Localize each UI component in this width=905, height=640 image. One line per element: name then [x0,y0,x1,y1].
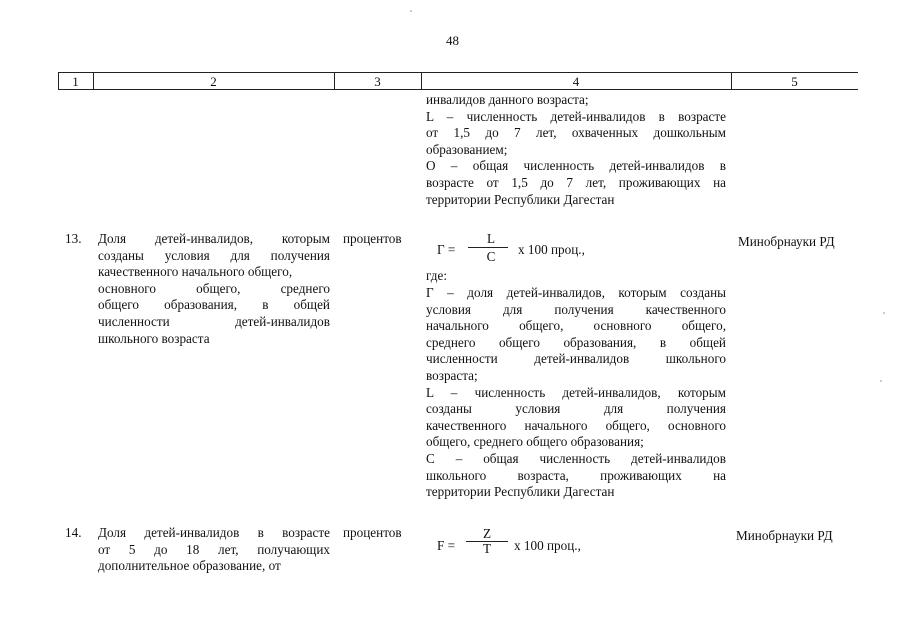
header-col-2: 2 [210,74,217,89]
continuation-line: образованием; [426,141,508,157]
indicator-name-line: дополнительное образование, от [98,558,281,574]
indicator-name-line: качественного начального общего, [98,264,293,280]
scan-speck [883,312,885,314]
row-13-unit: процентов [343,231,402,246]
row-13-formula-rhs: х 100 проц., [518,242,585,257]
row-13-fraction-bar [468,247,508,248]
description-line: условия для получения качественного [426,301,726,317]
description-line: начального общего, основного общего, [426,318,726,334]
description-line: численности детей-инвалидов школьного [426,351,726,367]
row-14-unit: процентов [343,525,402,540]
header-top-line [58,72,858,73]
row-13-number: 13. [65,231,82,246]
header-col-3: 3 [374,74,381,89]
description-line: Г – доля детей-инвалидов, которым созданы [426,285,726,300]
row-13-responsible: Минобрнауки РД [738,234,835,249]
indicator-name-line: от 5 до 18 лет, получающих [98,541,330,557]
row-14-formula-rhs: х 100 проц., [514,538,581,553]
row-14-responsible: Минобрнауки РД [736,528,833,543]
continuation-line: возрасте от 1,5 до 7 лет, проживающих на [426,174,726,190]
indicator-name-line: численности детей-инвалидов [98,313,330,329]
row-14-formula-denominator: T [482,541,492,556]
header-col-1: 1 [72,74,79,89]
row-13-formula-lhs: Г = [437,242,456,257]
description-line: территории Республики Дагестан [426,484,615,500]
indicator-name-line: созданы условия для получения [98,247,330,263]
row-14-formula-lhs: F = [437,538,456,553]
description-line: школьного возраста, проживающих на [426,467,726,483]
continuation-line: территории Республики Дагестан [426,191,615,207]
description-line: качественного начального общего, основного [426,417,726,433]
description-line: созданы условия для получения [426,401,726,417]
continuation-line: инвалидов данного возраста; [426,92,589,107]
row-13-where: где: [426,268,447,283]
description-line: общего, среднего общего образования; [426,434,644,450]
indicator-name-line: общего образования, в общей [98,297,330,313]
row-13-formula-denominator: С [486,249,496,264]
row-14-indicator-name [98,525,330,575]
row-14-formula-numerator: Z [482,526,492,541]
header-col-4: 4 [572,74,580,89]
row-14-number: 14. [65,525,82,540]
indicator-name-line: школьного возраста [98,330,210,346]
description-line: возраста; [426,367,478,383]
indicator-name-line: Доля детей-инвалидов, которым [98,231,330,246]
indicator-name-line: Доля детей-инвалидов в возрасте [98,525,330,540]
scan-speck [410,10,412,12]
row-13-indicator-name [98,231,330,347]
description-line: среднего общего образования, в общей [426,334,726,350]
description-line: С – общая численность детей-инвалидов [426,450,726,466]
description-line: L – численность детей-инвалидов, которым [426,384,726,400]
indicator-name-line: основного общего, среднего [98,280,330,296]
continuation-description [426,92,726,208]
header-col-5: 5 [791,74,798,89]
continuation-line: О – общая численность детей-инвалидов в [426,158,726,174]
scan-speck [880,380,882,382]
continuation-line: от 1,5 до 7 лет, охваченных дошкольным [426,125,726,141]
row-13-formula-numerator: L [486,231,496,246]
continuation-line: L – численность детей-инвалидов в возрасте [426,108,726,124]
row-13-description [426,285,726,501]
page-number: 48 [446,33,459,48]
